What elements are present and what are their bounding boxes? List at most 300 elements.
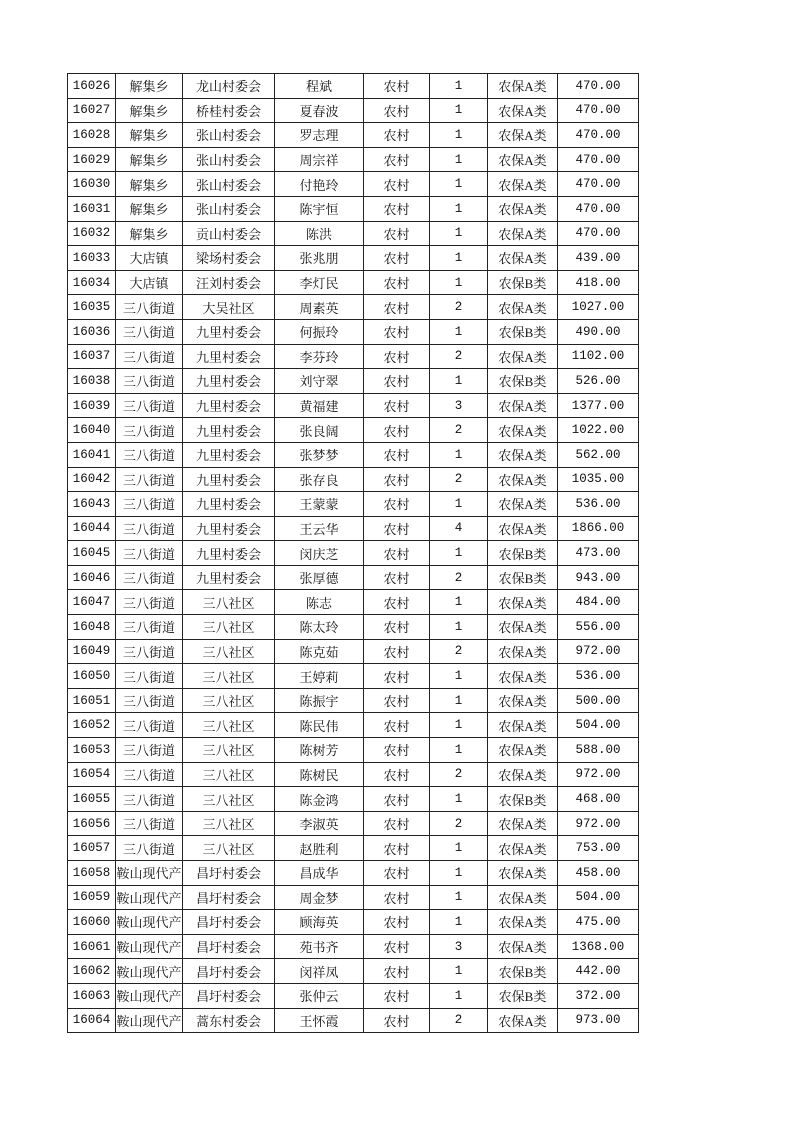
township-cell: 三八街道	[116, 418, 183, 443]
insurance-category-cell: 农保A类	[488, 418, 558, 443]
township-cell: 鞍山现代产	[116, 885, 183, 910]
member-count-cell: 1	[430, 492, 488, 517]
row-id-cell: 16060	[68, 910, 116, 935]
person-name-cell: 陈树芳	[275, 738, 364, 763]
amount-cell: 470.00	[558, 74, 639, 99]
insurance-category-cell: 农保A类	[488, 590, 558, 615]
row-id-cell: 16036	[68, 319, 116, 344]
row-id-cell: 16061	[68, 934, 116, 959]
township-cell: 鞍山现代产	[116, 1008, 183, 1033]
township-cell: 鞍山现代产	[116, 934, 183, 959]
table-row	[68, 467, 639, 492]
insurance-category-cell: 农保A类	[488, 467, 558, 492]
insurance-category-cell: 农保B类	[488, 565, 558, 590]
table-row	[68, 147, 639, 172]
township-cell: 三八街道	[116, 664, 183, 689]
household-type-cell: 农村	[364, 393, 430, 418]
amount-cell: 562.00	[558, 442, 639, 467]
person-name-cell: 付艳玲	[275, 172, 364, 197]
insurance-category-cell: 农保A类	[488, 295, 558, 320]
township-cell: 三八街道	[116, 639, 183, 664]
table-row	[68, 787, 639, 812]
member-count-cell: 2	[430, 418, 488, 443]
row-id-cell: 16050	[68, 664, 116, 689]
township-cell: 鞍山现代产	[116, 861, 183, 886]
insurance-category-cell: 农保A类	[488, 861, 558, 886]
member-count-cell: 1	[430, 196, 488, 221]
person-name-cell: 赵胜利	[275, 836, 364, 861]
person-name-cell: 何振玲	[275, 319, 364, 344]
member-count-cell: 1	[430, 861, 488, 886]
row-id-cell: 16046	[68, 565, 116, 590]
township-cell: 三八街道	[116, 393, 183, 418]
insurance-category-cell: 农保A类	[488, 393, 558, 418]
village-cell: 九里村委会	[183, 492, 275, 517]
amount-cell: 536.00	[558, 664, 639, 689]
township-cell: 三八街道	[116, 688, 183, 713]
table-row	[68, 664, 639, 689]
table-row	[68, 172, 639, 197]
person-name-cell: 刘守翠	[275, 369, 364, 394]
row-id-cell: 16031	[68, 196, 116, 221]
person-name-cell: 陈金鸿	[275, 787, 364, 812]
row-id-cell: 16044	[68, 516, 116, 541]
amount-cell: 753.00	[558, 836, 639, 861]
household-type-cell: 农村	[364, 344, 430, 369]
amount-cell: 468.00	[558, 787, 639, 812]
table-row	[68, 565, 639, 590]
row-id-cell: 16034	[68, 270, 116, 295]
village-cell: 昌圩村委会	[183, 885, 275, 910]
township-cell: 三八街道	[116, 836, 183, 861]
person-name-cell: 李芬玲	[275, 344, 364, 369]
row-id-cell: 16039	[68, 393, 116, 418]
member-count-cell: 2	[430, 295, 488, 320]
township-cell: 三八街道	[116, 590, 183, 615]
table-row	[68, 885, 639, 910]
amount-cell: 470.00	[558, 98, 639, 123]
person-name-cell: 王怀霞	[275, 1008, 364, 1033]
table-row	[68, 590, 639, 615]
township-cell: 三八街道	[116, 811, 183, 836]
person-name-cell: 昌成华	[275, 861, 364, 886]
table-row	[68, 541, 639, 566]
village-cell: 三八社区	[183, 688, 275, 713]
member-count-cell: 2	[430, 762, 488, 787]
person-name-cell: 陈志	[275, 590, 364, 615]
household-type-cell: 农村	[364, 787, 430, 812]
township-cell: 三八街道	[116, 344, 183, 369]
amount-cell: 588.00	[558, 738, 639, 763]
row-id-cell: 16056	[68, 811, 116, 836]
amount-cell: 470.00	[558, 123, 639, 148]
member-count-cell: 4	[430, 516, 488, 541]
member-count-cell: 1	[430, 442, 488, 467]
row-id-cell: 16041	[68, 442, 116, 467]
village-cell: 昌圩村委会	[183, 983, 275, 1008]
township-cell: 三八街道	[116, 713, 183, 738]
table-row	[68, 934, 639, 959]
insurance-category-cell: 农保A类	[488, 934, 558, 959]
township-cell: 鞍山现代产	[116, 959, 183, 984]
village-cell: 桥桂村委会	[183, 98, 275, 123]
amount-cell: 442.00	[558, 959, 639, 984]
insurance-category-cell: 农保A类	[488, 344, 558, 369]
household-type-cell: 农村	[364, 541, 430, 566]
row-id-cell: 16051	[68, 688, 116, 713]
township-cell: 大店镇	[116, 270, 183, 295]
household-type-cell: 农村	[364, 221, 430, 246]
row-id-cell: 16027	[68, 98, 116, 123]
member-count-cell: 1	[430, 319, 488, 344]
amount-cell: 500.00	[558, 688, 639, 713]
amount-cell: 972.00	[558, 811, 639, 836]
village-cell: 九里村委会	[183, 467, 275, 492]
insurance-category-cell: 农保B类	[488, 787, 558, 812]
person-name-cell: 夏春波	[275, 98, 364, 123]
table-row	[68, 811, 639, 836]
table-row	[68, 639, 639, 664]
amount-cell: 470.00	[558, 196, 639, 221]
household-type-cell: 农村	[364, 885, 430, 910]
insurance-category-cell: 农保B类	[488, 541, 558, 566]
insurance-category-cell: 农保A类	[488, 98, 558, 123]
row-id-cell: 16028	[68, 123, 116, 148]
township-cell: 三八街道	[116, 541, 183, 566]
member-count-cell: 1	[430, 541, 488, 566]
insurance-category-cell: 农保B类	[488, 959, 558, 984]
row-id-cell: 16035	[68, 295, 116, 320]
insurance-category-cell: 农保A类	[488, 664, 558, 689]
household-type-cell: 农村	[364, 442, 430, 467]
household-type-cell: 农村	[364, 738, 430, 763]
household-type-cell: 农村	[364, 565, 430, 590]
person-name-cell: 顾海英	[275, 910, 364, 935]
row-id-cell: 16029	[68, 147, 116, 172]
row-id-cell: 16037	[68, 344, 116, 369]
person-name-cell: 周素英	[275, 295, 364, 320]
row-id-cell: 16033	[68, 246, 116, 271]
amount-cell: 972.00	[558, 639, 639, 664]
member-count-cell: 1	[430, 910, 488, 935]
person-name-cell: 陈克茹	[275, 639, 364, 664]
amount-cell: 972.00	[558, 762, 639, 787]
household-type-cell: 农村	[364, 147, 430, 172]
household-type-cell: 农村	[364, 98, 430, 123]
person-name-cell: 王云华	[275, 516, 364, 541]
township-cell: 三八街道	[116, 492, 183, 517]
household-type-cell: 农村	[364, 196, 430, 221]
household-type-cell: 农村	[364, 959, 430, 984]
household-type-cell: 农村	[364, 369, 430, 394]
row-id-cell: 16040	[68, 418, 116, 443]
member-count-cell: 2	[430, 811, 488, 836]
amount-cell: 973.00	[558, 1008, 639, 1033]
member-count-cell: 2	[430, 565, 488, 590]
township-cell: 三八街道	[116, 615, 183, 640]
table-row	[68, 516, 639, 541]
row-id-cell: 16049	[68, 639, 116, 664]
household-type-cell: 农村	[364, 467, 430, 492]
member-count-cell: 1	[430, 688, 488, 713]
table-row	[68, 836, 639, 861]
village-cell: 张山村委会	[183, 172, 275, 197]
insurance-category-cell: 农保A类	[488, 492, 558, 517]
member-count-cell: 1	[430, 221, 488, 246]
row-id-cell: 16054	[68, 762, 116, 787]
village-cell: 三八社区	[183, 713, 275, 738]
amount-cell: 470.00	[558, 172, 639, 197]
table-row	[68, 861, 639, 886]
township-cell: 解集乡	[116, 123, 183, 148]
amount-cell: 1022.00	[558, 418, 639, 443]
household-type-cell: 农村	[364, 811, 430, 836]
village-cell: 九里村委会	[183, 541, 275, 566]
household-type-cell: 农村	[364, 590, 430, 615]
table-row	[68, 615, 639, 640]
amount-cell: 1368.00	[558, 934, 639, 959]
table-row	[68, 762, 639, 787]
member-count-cell: 1	[430, 885, 488, 910]
village-cell: 九里村委会	[183, 565, 275, 590]
row-id-cell: 16038	[68, 369, 116, 394]
amount-cell: 470.00	[558, 147, 639, 172]
table-body	[68, 74, 639, 1033]
member-count-cell: 2	[430, 1008, 488, 1033]
row-id-cell: 16062	[68, 959, 116, 984]
insurance-category-cell: 农保A类	[488, 221, 558, 246]
township-cell: 三八街道	[116, 516, 183, 541]
village-cell: 三八社区	[183, 836, 275, 861]
person-name-cell: 闵庆芝	[275, 541, 364, 566]
insurance-category-cell: 农保A类	[488, 639, 558, 664]
household-type-cell: 农村	[364, 74, 430, 99]
member-count-cell: 1	[430, 664, 488, 689]
member-count-cell: 1	[430, 787, 488, 812]
insurance-category-cell: 农保A类	[488, 147, 558, 172]
table-row	[68, 393, 639, 418]
table-row	[68, 688, 639, 713]
amount-cell: 372.00	[558, 983, 639, 1008]
village-cell: 昌圩村委会	[183, 934, 275, 959]
amount-cell: 475.00	[558, 910, 639, 935]
amount-cell: 1377.00	[558, 393, 639, 418]
table-row	[68, 246, 639, 271]
row-id-cell: 16026	[68, 74, 116, 99]
village-cell: 张山村委会	[183, 123, 275, 148]
member-count-cell: 1	[430, 615, 488, 640]
household-type-cell: 农村	[364, 270, 430, 295]
village-cell: 三八社区	[183, 639, 275, 664]
row-id-cell: 16063	[68, 983, 116, 1008]
person-name-cell: 张仲云	[275, 983, 364, 1008]
table-row	[68, 1008, 639, 1033]
insurance-category-cell: 农保A类	[488, 615, 558, 640]
table-row	[68, 910, 639, 935]
amount-cell: 470.00	[558, 221, 639, 246]
household-type-cell: 农村	[364, 492, 430, 517]
person-name-cell: 周金梦	[275, 885, 364, 910]
person-name-cell: 张兆朋	[275, 246, 364, 271]
township-cell: 解集乡	[116, 147, 183, 172]
row-id-cell: 16059	[68, 885, 116, 910]
village-cell: 九里村委会	[183, 418, 275, 443]
member-count-cell: 1	[430, 959, 488, 984]
member-count-cell: 1	[430, 147, 488, 172]
row-id-cell: 16030	[68, 172, 116, 197]
household-type-cell: 农村	[364, 295, 430, 320]
row-id-cell: 16057	[68, 836, 116, 861]
amount-cell: 504.00	[558, 713, 639, 738]
person-name-cell: 王蒙蒙	[275, 492, 364, 517]
table-row	[68, 74, 639, 99]
member-count-cell: 3	[430, 393, 488, 418]
person-name-cell: 张梦梦	[275, 442, 364, 467]
township-cell: 三八街道	[116, 467, 183, 492]
table-row	[68, 713, 639, 738]
member-count-cell: 1	[430, 74, 488, 99]
member-count-cell: 1	[430, 713, 488, 738]
village-cell: 张山村委会	[183, 196, 275, 221]
member-count-cell: 1	[430, 369, 488, 394]
insurance-category-cell: 农保B类	[488, 983, 558, 1008]
table-row	[68, 295, 639, 320]
allowance-table	[67, 73, 639, 1033]
row-id-cell: 16043	[68, 492, 116, 517]
village-cell: 九里村委会	[183, 516, 275, 541]
village-cell: 龙山村委会	[183, 74, 275, 99]
township-cell: 三八街道	[116, 442, 183, 467]
person-name-cell: 陈振宇	[275, 688, 364, 713]
village-cell: 三八社区	[183, 811, 275, 836]
household-type-cell: 农村	[364, 910, 430, 935]
household-type-cell: 农村	[364, 172, 430, 197]
member-count-cell: 1	[430, 270, 488, 295]
household-type-cell: 农村	[364, 713, 430, 738]
table-row	[68, 123, 639, 148]
household-type-cell: 农村	[364, 762, 430, 787]
township-cell: 三八街道	[116, 762, 183, 787]
amount-cell: 504.00	[558, 885, 639, 910]
member-count-cell: 1	[430, 123, 488, 148]
person-name-cell: 张厚德	[275, 565, 364, 590]
village-cell: 三八社区	[183, 615, 275, 640]
village-cell: 张山村委会	[183, 147, 275, 172]
township-cell: 三八街道	[116, 369, 183, 394]
township-cell: 鞍山现代产	[116, 910, 183, 935]
row-id-cell: 16048	[68, 615, 116, 640]
person-name-cell: 陈民伟	[275, 713, 364, 738]
household-type-cell: 农村	[364, 319, 430, 344]
amount-cell: 1866.00	[558, 516, 639, 541]
village-cell: 蒿东村委会	[183, 1008, 275, 1033]
village-cell: 三八社区	[183, 762, 275, 787]
person-name-cell: 陈太玲	[275, 615, 364, 640]
amount-cell: 1027.00	[558, 295, 639, 320]
insurance-category-cell: 农保A类	[488, 762, 558, 787]
household-type-cell: 农村	[364, 615, 430, 640]
household-type-cell: 农村	[364, 861, 430, 886]
amount-cell: 473.00	[558, 541, 639, 566]
amount-cell: 490.00	[558, 319, 639, 344]
household-type-cell: 农村	[364, 246, 430, 271]
table-row	[68, 98, 639, 123]
member-count-cell: 3	[430, 934, 488, 959]
person-name-cell: 陈宇恒	[275, 196, 364, 221]
amount-cell: 1035.00	[558, 467, 639, 492]
village-cell: 九里村委会	[183, 393, 275, 418]
insurance-category-cell: 农保A类	[488, 123, 558, 148]
insurance-category-cell: 农保A类	[488, 172, 558, 197]
household-type-cell: 农村	[364, 1008, 430, 1033]
row-id-cell: 16032	[68, 221, 116, 246]
township-cell: 解集乡	[116, 221, 183, 246]
township-cell: 解集乡	[116, 74, 183, 99]
village-cell: 大吴社区	[183, 295, 275, 320]
person-name-cell: 李淑英	[275, 811, 364, 836]
table-row	[68, 738, 639, 763]
insurance-category-cell: 农保A类	[488, 196, 558, 221]
insurance-category-cell: 农保A类	[488, 885, 558, 910]
township-cell: 三八街道	[116, 295, 183, 320]
member-count-cell: 1	[430, 590, 488, 615]
township-cell: 鞍山现代产	[116, 983, 183, 1008]
amount-cell: 526.00	[558, 369, 639, 394]
person-name-cell: 陈洪	[275, 221, 364, 246]
member-count-cell: 1	[430, 738, 488, 763]
household-type-cell: 农村	[364, 836, 430, 861]
member-count-cell: 1	[430, 836, 488, 861]
member-count-cell: 2	[430, 639, 488, 664]
person-name-cell: 黄福建	[275, 393, 364, 418]
township-cell: 大店镇	[116, 246, 183, 271]
household-type-cell: 农村	[364, 664, 430, 689]
row-id-cell: 16055	[68, 787, 116, 812]
table-row	[68, 344, 639, 369]
person-name-cell: 罗志理	[275, 123, 364, 148]
insurance-category-cell: 农保A类	[488, 910, 558, 935]
insurance-category-cell: 农保A类	[488, 516, 558, 541]
member-count-cell: 1	[430, 246, 488, 271]
household-type-cell: 农村	[364, 934, 430, 959]
row-id-cell: 16052	[68, 713, 116, 738]
amount-cell: 439.00	[558, 246, 639, 271]
household-type-cell: 农村	[364, 983, 430, 1008]
insurance-category-cell: 农保A类	[488, 811, 558, 836]
township-cell: 解集乡	[116, 172, 183, 197]
village-cell: 贡山村委会	[183, 221, 275, 246]
row-id-cell: 16053	[68, 738, 116, 763]
village-cell: 三八社区	[183, 738, 275, 763]
insurance-category-cell: 农保A类	[488, 836, 558, 861]
village-cell: 昌圩村委会	[183, 910, 275, 935]
table-row	[68, 319, 639, 344]
insurance-category-cell: 农保A类	[488, 74, 558, 99]
amount-cell: 556.00	[558, 615, 639, 640]
village-cell: 三八社区	[183, 664, 275, 689]
village-cell: 三八社区	[183, 590, 275, 615]
member-count-cell: 2	[430, 344, 488, 369]
member-count-cell: 2	[430, 467, 488, 492]
person-name-cell: 闵祥凤	[275, 959, 364, 984]
table-row	[68, 959, 639, 984]
insurance-category-cell: 农保B类	[488, 369, 558, 394]
village-cell: 九里村委会	[183, 319, 275, 344]
village-cell: 三八社区	[183, 787, 275, 812]
township-cell: 解集乡	[116, 98, 183, 123]
row-id-cell: 16047	[68, 590, 116, 615]
table-row	[68, 442, 639, 467]
